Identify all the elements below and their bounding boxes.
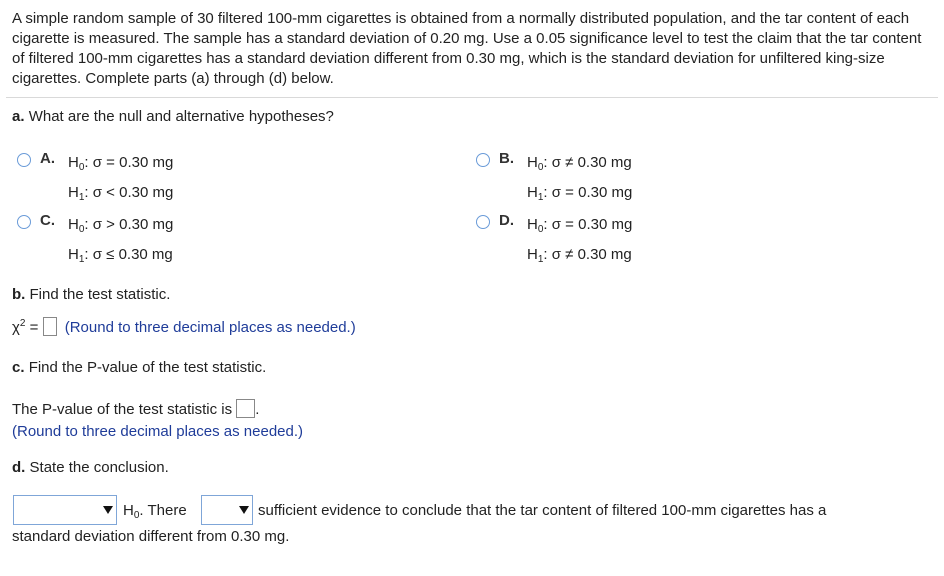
part-a-heading: [12, 108, 334, 125]
option-a-hypotheses: [68, 150, 173, 210]
option-b[interactable]: [476, 150, 632, 210]
part-d-question: State the conclusion.: [29, 459, 169, 476]
option-b-radio[interactable]: [476, 153, 490, 167]
test-statistic-row: [12, 317, 356, 336]
option-d-hypotheses: [527, 212, 632, 272]
option-d-h0: $H_0$: σ = 0.30 mg: [527, 216, 633, 235]
part-b-heading: [12, 286, 170, 303]
evidence-select[interactable]: [201, 495, 253, 525]
p-value-row: [12, 399, 259, 418]
part-c-heading: [12, 359, 266, 376]
option-b-hypotheses: [527, 150, 632, 210]
test-statistic-input[interactable]: [43, 317, 57, 336]
part-d-heading: [12, 459, 169, 476]
part-a-label: a.: [12, 108, 25, 125]
p-value-period: .: [255, 401, 260, 418]
option-a-radio[interactable]: [17, 153, 31, 167]
p-value-prompt: The P-value of the test statistic is: [12, 401, 233, 418]
option-c[interactable]: [17, 212, 173, 272]
reject-decision-select[interactable]: [13, 495, 117, 525]
conclusion-text: sufficient evidence to conclude that the tar content of filtered 100-mm cigarettes has a: [258, 502, 827, 519]
chi-square-symbol: $\chi^2$: [12, 318, 26, 336]
option-d-h1: $H_1$: σ ≠ 0.30 mg: [527, 246, 632, 265]
part-b-label: b.: [12, 286, 26, 303]
problem-statement: A simple random sample of 30 filtered 100-mm cigarettes is obtained from a normally distributed population, and the tar content of each cigarette is measured. The sample has a standard deviation of 0.20 mg. Use a 0.05 significance level to test the claim that the tar content of filtered 100-mm cigarettes has a standard deviation different from 0.30 mg, which is the standard deviation for unfiltered king-size cigarettes. Complete parts (a) through (d) below.: [12, 10, 922, 87]
option-c-radio[interactable]: [17, 215, 31, 229]
part-c-label: c.: [12, 359, 25, 376]
option-d-radio[interactable]: [476, 215, 490, 229]
part-c-question: Find the P-value of the test statistic.: [28, 359, 267, 376]
conclusion-text-line2: standard deviation different from 0.30 mg.: [12, 528, 290, 545]
p-value-input[interactable]: [236, 399, 255, 418]
option-c-h1: $H_1$: σ ≤ 0.30 mg: [68, 246, 173, 265]
option-d[interactable]: [476, 212, 632, 272]
option-a[interactable]: [17, 150, 173, 210]
option-b-h1: $H_1$: σ = 0.30 mg: [527, 184, 633, 203]
option-c-hypotheses: [68, 212, 173, 272]
h0-there-text: $H_0$. There: [123, 502, 187, 521]
chevron-down-icon[interactable]: [100, 496, 116, 524]
option-a-h1: $H_1$: σ < 0.30 mg: [68, 184, 174, 203]
option-c-letter: C.: [40, 212, 55, 229]
equals-sign: =: [29, 319, 39, 336]
option-b-letter: B.: [499, 150, 514, 167]
part-c-hint: (Round to three decimal places as needed.): [12, 423, 304, 440]
part-a-question: What are the null and alternative hypotheses?: [28, 108, 334, 125]
part-b-hint: (Round to three decimal places as needed.): [64, 319, 356, 336]
option-a-h0: $H_0$: σ = 0.30 mg: [68, 154, 174, 173]
option-d-letter: D.: [499, 212, 514, 229]
divider: [6, 97, 938, 98]
part-b-question: Find the test statistic.: [29, 286, 171, 303]
option-a-letter: A.: [40, 150, 55, 167]
option-c-h0: $H_0$: σ > 0.30 mg: [68, 216, 174, 235]
chevron-down-icon[interactable]: [236, 496, 252, 524]
part-d-label: d.: [12, 459, 26, 476]
option-b-h0: $H_0$: σ ≠ 0.30 mg: [527, 154, 632, 173]
